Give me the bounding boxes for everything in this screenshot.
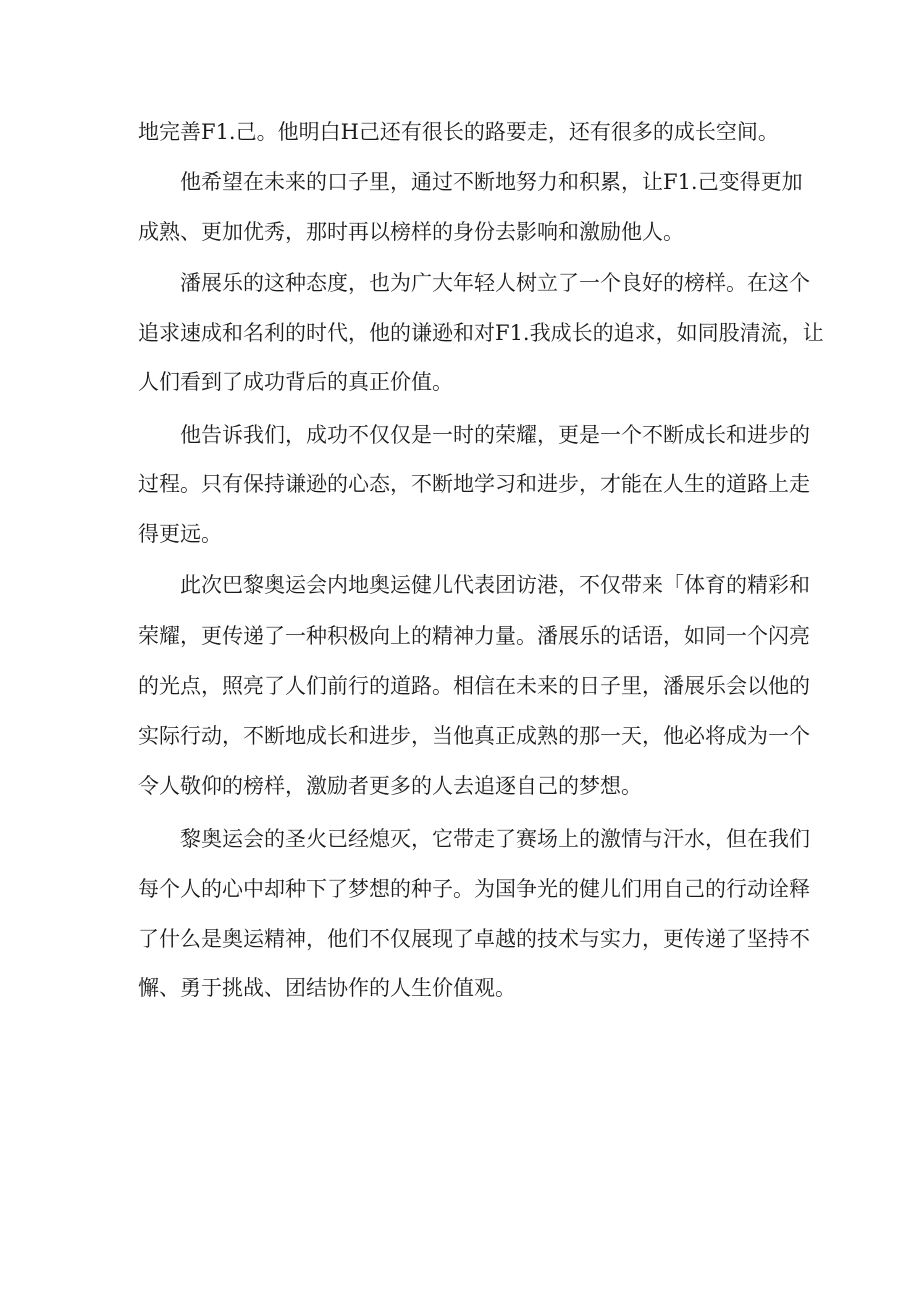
paragraph-6-line-1: 黎奥运会的圣火已经熄灭，它带走了赛场上的激情与汗水，但在我们: [180, 827, 810, 851]
paragraph-4-line-3: 得更远。: [138, 522, 222, 546]
paragraph-3-line-1: 潘展乐的这种态度，也为广大年轻人树立了一个良好的榜样。在这个: [180, 271, 810, 295]
paragraph-5-line-5: 令人敬仰的榜样，激励者更多的人去追逐自己的梦想。: [138, 774, 642, 798]
paragraph-5-line-4: 实际行动，不断地成长和进步，当他真正成熟的那一天，他必将成为一个: [138, 724, 810, 748]
paragraph-5-line-1: 此次巴黎奥运会内地奥运健儿代表团访港，不仅带来「体育的精彩和: [180, 573, 810, 597]
paragraph-5-line-3: 的光点，照亮了人们前行的道路。相信在未来的日子里，潘展乐会以他的: [138, 674, 810, 698]
paragraph-6-line-4: 懈、勇于挑战、团结协作的人生价值观。: [138, 976, 516, 1000]
paragraph-4-line-1: 他告诉我们，成功不仅仅是一时的荣耀，更是一个不断成长和进步的: [180, 423, 810, 447]
paragraph-2-line-1: 他希望在未来的口子里，通过不断地努力和积累，让F1.己变得更加: [180, 170, 803, 194]
paragraph-6-line-3: 了什么是奥运精神，他们不仅展现了卓越的技术与实力，更传递了坚持不: [138, 927, 810, 951]
paragraph-3-line-3: 人们看到了成功背后的真正价值。: [138, 370, 453, 394]
paragraph-5-line-2: 荣耀，更传递了一种积极向上的精神力量。潘展乐的话语，如同一个闪亮: [138, 624, 810, 648]
paragraph-1-line-1: 地完善F1.己。他明白H己还有很长的路要走，还有很多的成长空间。: [138, 120, 779, 144]
paragraph-4-line-2: 过程。只有保持谦逊的心态，不断地学习和进步，才能在人生的道路上走: [138, 472, 810, 496]
paragraph-6-line-2: 每个人的心中却种下了梦想的种子。为国争光的健儿们用自己的行动诠释: [138, 877, 810, 901]
paragraph-2-line-2: 成熟、更加优秀，那时再以榜样的身份去影响和激励他人。: [138, 220, 684, 244]
paragraph-3-line-2: 追求速成和名利的时代，他的谦逊和对F1.我成长的追求，如同股清流，让: [138, 321, 824, 345]
